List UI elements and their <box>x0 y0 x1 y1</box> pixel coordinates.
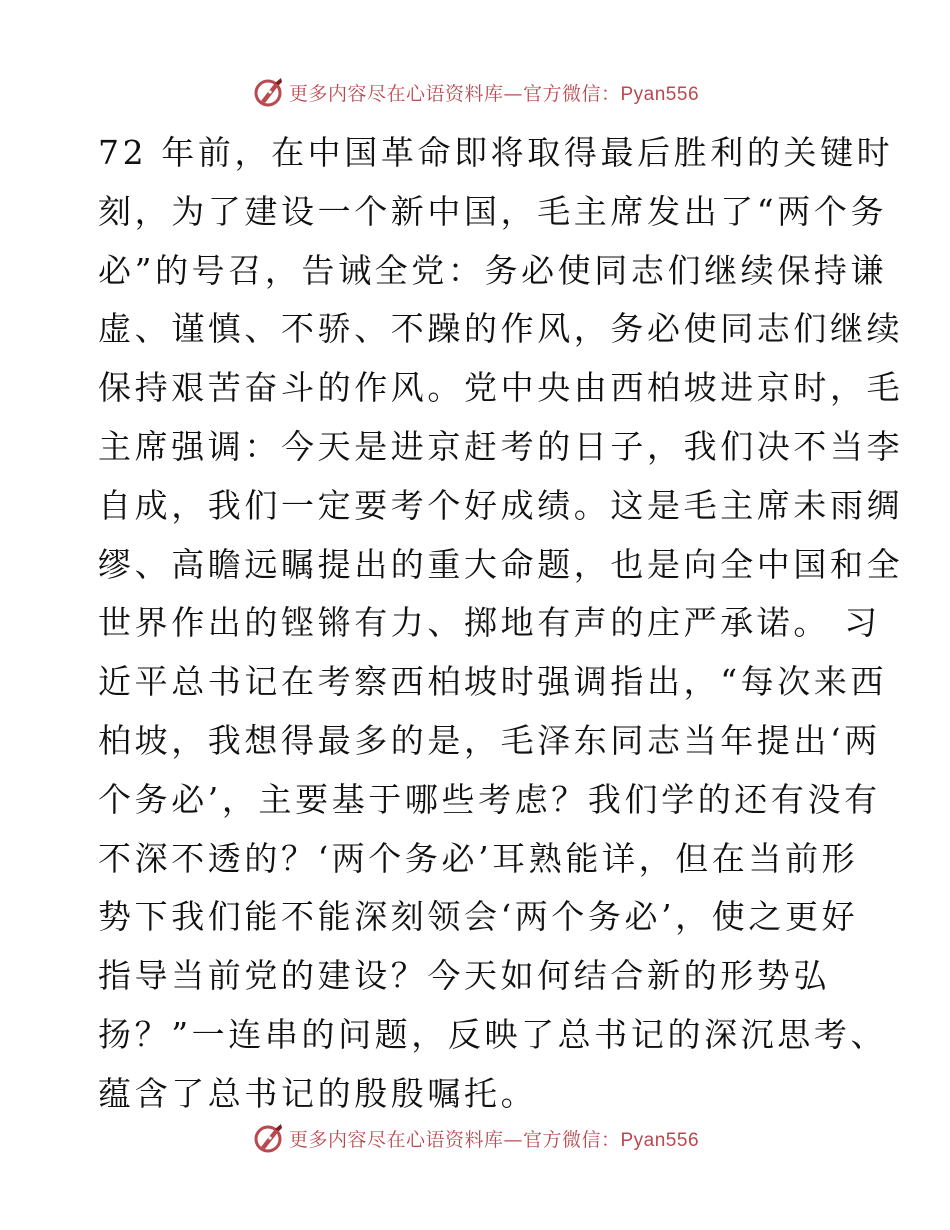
body-line: 世界作出的铿锵有力、掷地有声的庄严承诺。 习 <box>98 603 881 643</box>
body-line: 72 年前，在中国革命即将取得最后胜利的关键时 <box>98 133 894 172</box>
footer-watermark <box>0 1118 950 1158</box>
watermark-text: 更多内容尽在心语资料库—官方微信： <box>288 1128 621 1151</box>
body-line: 自成，我们一定要考个好成绩。这是毛主席未雨绸 <box>98 485 904 525</box>
body-line: 近平总书记在考察西柏坡时强调指出，“每次来西 <box>98 662 888 702</box>
pen-nib-logo-icon <box>251 1121 285 1155</box>
body-line: 蕴含了总书记的殷殷嘱托。 <box>98 1073 538 1113</box>
pen-nib-logo-icon <box>251 75 285 109</box>
body-line: 必”的号召，告诫全党：务必使同志们继续保持谦 <box>98 250 888 290</box>
body-line: 指导当前党的建设？今天如何结合新的形势弘 <box>98 956 830 996</box>
body-line: 不深不透的？‘两个务必’耳熟能详，但在当前形 <box>98 838 859 878</box>
body-line: 个务必’，主要基于哪些考虑？我们学的还有没有 <box>98 779 881 819</box>
body-line: 缪、高瞻远瞩提出的重大命题，也是向全中国和全 <box>98 544 904 584</box>
header-watermark <box>0 72 950 112</box>
body-line: 虚、谨慎、不骄、不躁的作风，务必使同志们继续 <box>98 309 904 349</box>
body-line: 扬？”一连串的问题，反映了总书记的深沉思考、 <box>98 1014 888 1054</box>
body-line: 主席强调：今天是进京赶考的日子，我们决不当李 <box>98 426 904 466</box>
body-line: 刻，为了建设一个新中国，毛主席发出了“两个务 <box>98 191 888 231</box>
watermark-text: 更多内容尽在心语资料库—官方微信： <box>288 82 621 105</box>
body-line: 保持艰苦奋斗的作风。党中央由西柏坡进京时，毛 <box>98 368 904 408</box>
watermark-id: Pyan556 <box>620 1129 700 1151</box>
body-line: 柏坡，我想得最多的是，毛泽东同志当年提出‘两 <box>98 720 881 760</box>
body-line: 势下我们能不能深刻领会‘两个务必’，使之更好 <box>98 897 859 937</box>
article-body <box>98 124 904 1124</box>
watermark-id: Pyan556 <box>620 83 700 105</box>
